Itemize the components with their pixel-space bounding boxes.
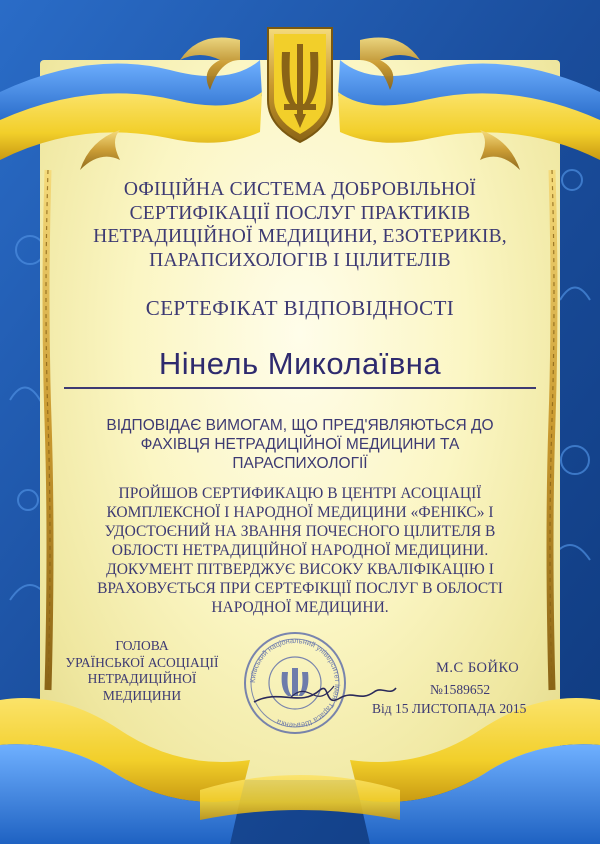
- certificate-number: №1589652: [430, 682, 491, 697]
- signatory-title-line: УРАЇНСЬКОЇ АСОЦІАЦІЇ: [65, 654, 219, 670]
- statement-line: ОБЛОСТІ НЕТРАДИЦІЙНОЇ НАРОДНОЇ МЕДИЦИНИ.: [111, 542, 489, 559]
- organization-line: НЕТРАДИЦІЙНОЇ МЕДИЦИНИ, ЕЗОТЕРИКІВ,: [93, 226, 507, 247]
- statement-line: КОМПЛЕКСНОЇ І НАРОДНОЇ МЕДИЦИНИ «ФЕНІКС» І: [106, 504, 494, 521]
- statement-line: УДОСТОЄНИЙ НА ЗВАННЯ ПОЧЕСНОГО ЦІЛИТЕЛЯ В: [104, 523, 496, 540]
- statement-line: ВРАХОВУЄТЬСЯ ПРИ СЕРТЕФІКЦІЇ ПОСЛУГ В ОБЛОСТІ: [97, 580, 503, 597]
- trident-icon: [262, 22, 338, 146]
- signatory-title-line: НЕТРАДИЦІЙНОЇ: [87, 671, 197, 686]
- certificate-title: СЕРТЕФІКАТ ВІДПОВІДНОСТІ: [145, 296, 455, 320]
- seal-text: Київський національний університет імені Тараса Шевченка: [247, 635, 343, 731]
- requirements-line: ВІДПОВІДАЄ ВИМОГАМ, ЩО ПРЕД'ЯВЛЯЮТЬСЯ ДО: [106, 417, 494, 434]
- organization-line: СЕРТИФІКАЦІЇ ПОСЛУГ ПРАКТИКІВ: [129, 202, 471, 224]
- issuing-organization: [0, 178, 600, 272]
- signatory-title-line: МЕДИЦИНИ: [102, 687, 182, 703]
- signatory-title: [46, 638, 238, 704]
- organization-line: ПАРАПСИХОЛОГІВ І ЦІЛИТЕЛІВ: [149, 249, 451, 271]
- issue-date: Від 15 ЛИСТОПАДА 2015: [372, 701, 527, 716]
- statement-line: НАРОДНОЇ МЕДИЦИНИ.: [211, 599, 389, 616]
- organization-line: ОФІЦІЙНА СИСТЕМА ДОБРОВІЛЬНОЇ: [123, 179, 477, 200]
- statement-line: ПРОЙШОВ СЕРТИФИКАЦЮ В ЦЕНТРІ АСОЦІАЦІЇ: [118, 485, 482, 502]
- signatory-name: М.С БОЙКО: [436, 660, 520, 676]
- signatory-title-line: ГОЛОВА: [115, 638, 169, 653]
- requirements-line: ФАХІВЦЯ НЕТРАДИЦІЙНОЇ МЕДИЦИНИ ТА: [140, 436, 460, 453]
- name-underline: [64, 387, 536, 389]
- requirements-line: ПАРАСПИХОЛОГІЇ: [232, 455, 368, 472]
- certification-statement: [0, 484, 600, 617]
- holder-name: Нінель Миколаївна: [158, 346, 442, 381]
- statement-line: ДОКУМЕНТ ПІТВЕРДЖУЄ ВИСОКУ КВАЛІФІКАЦІЮ І: [106, 561, 494, 578]
- requirements-text: [0, 416, 600, 473]
